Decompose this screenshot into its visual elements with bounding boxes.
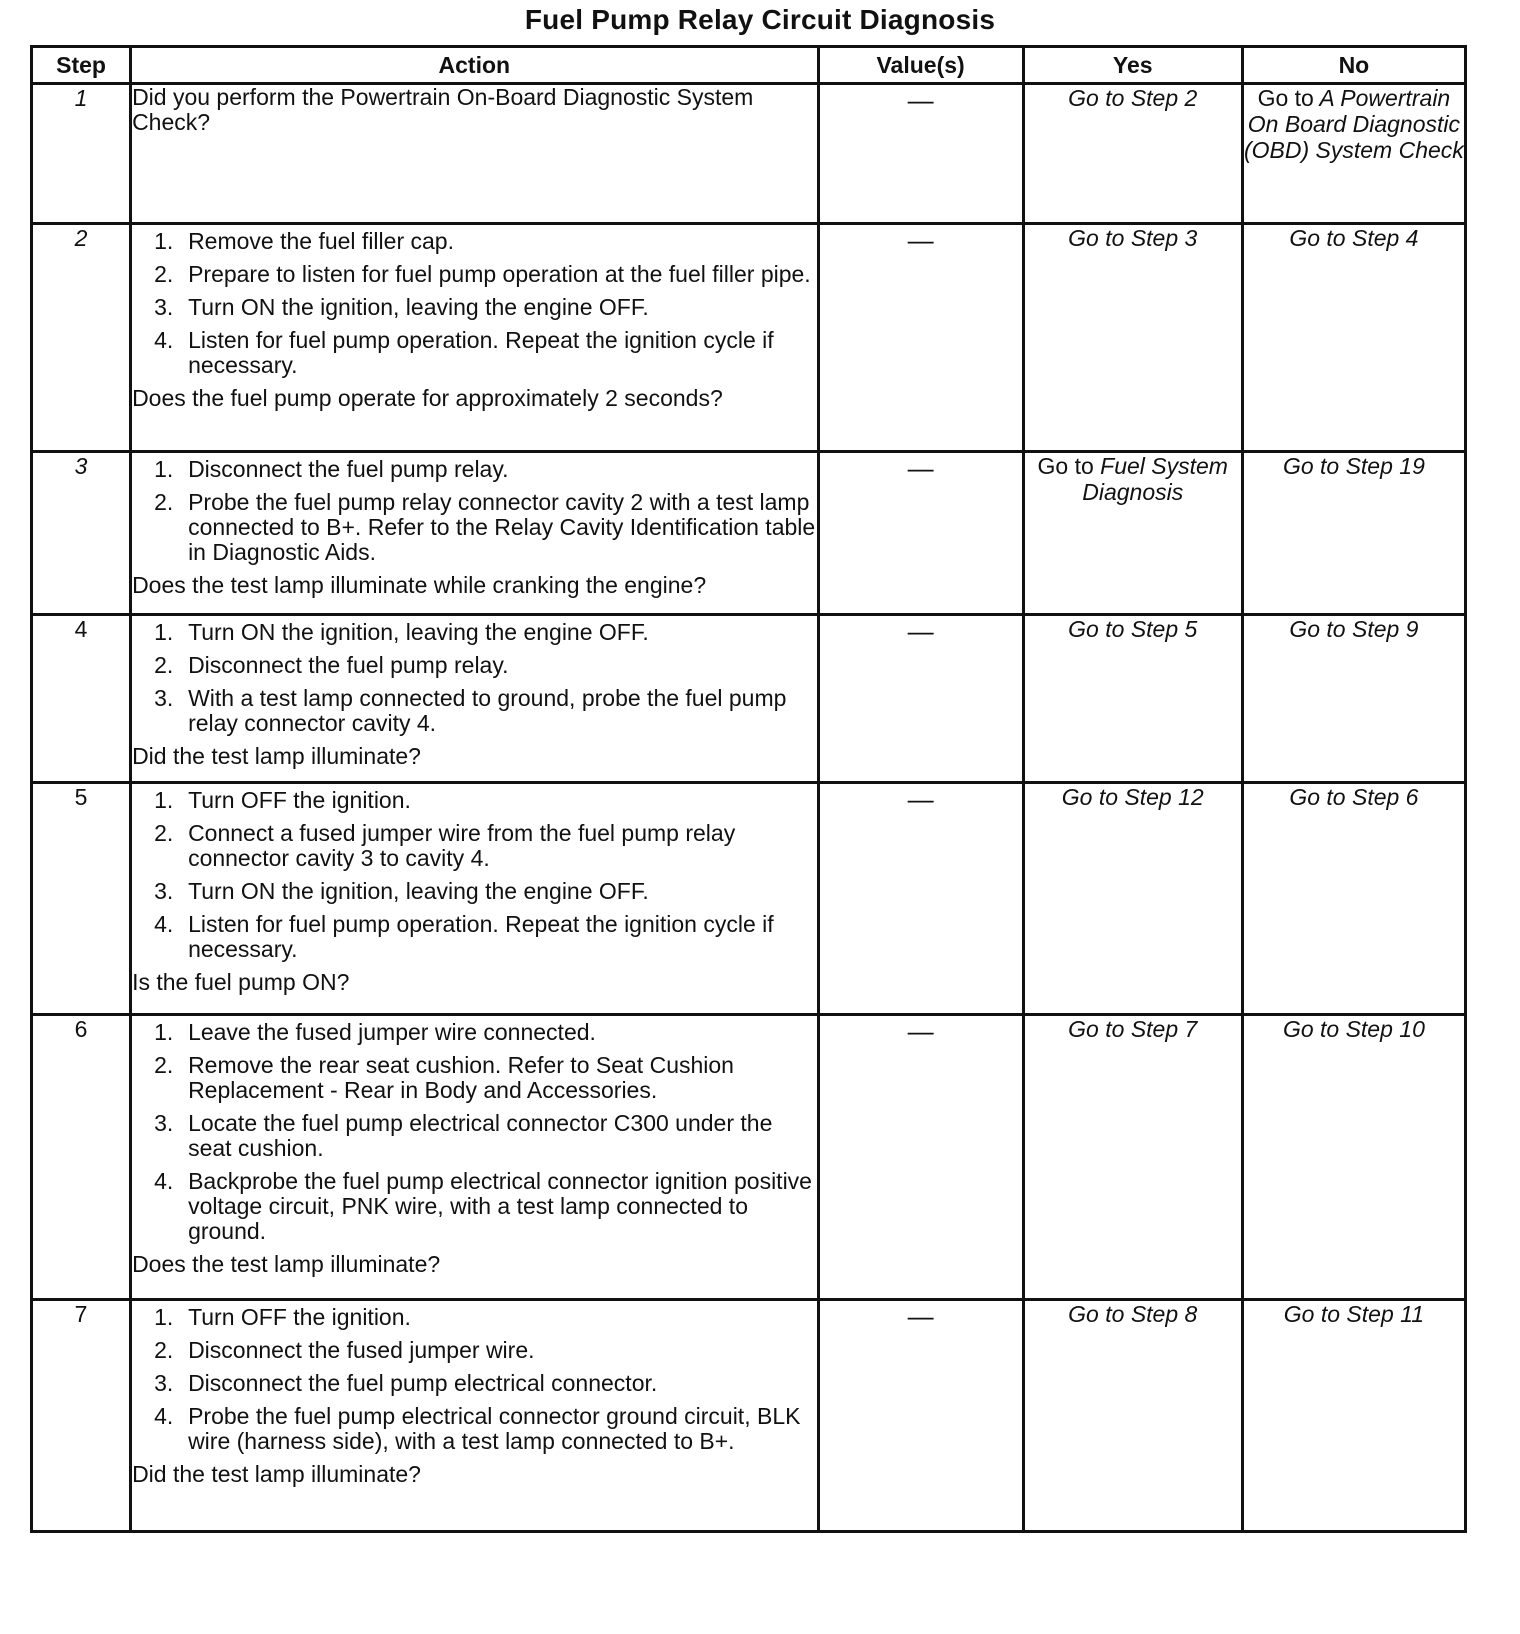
table-row	[32, 224, 1466, 452]
action-list	[132, 620, 816, 736]
list-item: 1. Leave the fused jumper wire connected.	[154, 1019, 596, 1045]
table-row	[32, 452, 1466, 615]
action-list	[132, 229, 816, 378]
list-item: 1. Disconnect the fuel pump relay.	[154, 456, 509, 482]
header-no: No	[1242, 47, 1465, 84]
value-cell: —	[818, 84, 1023, 224]
no-cell: Go to Step 6	[1242, 783, 1465, 1015]
table-row	[32, 84, 1466, 224]
yes-cell: Go to Step 5	[1023, 615, 1242, 783]
table-row	[32, 1300, 1466, 1532]
action-question: Did you perform the Powertrain On-Board Diagnostic System Check?	[132, 84, 754, 135]
list-item: 2. Probe the fuel pump relay connector cavity 2 with a test lamp connected to B+. Refer to the Relay Cavity Identification table in Diagnostic Aids.	[154, 489, 816, 565]
yes-cell: Go to Step 8	[1023, 1300, 1242, 1532]
no-cell: Go to Step 19	[1242, 452, 1465, 615]
list-item: 2. Remove the rear seat cushion. Refer to Seat Cushion Replacement - Rear in Body and Accessories.	[154, 1052, 734, 1103]
list-item: 3. With a test lamp connected to ground, probe the fuel pump relay connector cavity 4.	[154, 685, 787, 736]
action-list	[132, 457, 816, 565]
value-cell: —	[818, 452, 1023, 615]
step-number: 6	[32, 1015, 131, 1300]
header-yes: Yes	[1023, 47, 1242, 84]
table-row	[32, 1015, 1466, 1300]
yes-cell: Go to Step 12	[1023, 783, 1242, 1015]
list-item: 4. Listen for fuel pump operation. Repeat the ignition cycle if necessary.	[154, 911, 774, 962]
page-title: Fuel Pump Relay Circuit Diagnosis	[524, 4, 996, 35]
step-number: 3	[32, 452, 131, 615]
value-cell: —	[818, 783, 1023, 1015]
list-item: 2. Prepare to listen for fuel pump operation at the fuel filler pipe.	[154, 261, 811, 287]
list-item: 1. Turn OFF the ignition.	[154, 1304, 411, 1330]
yes-cell	[1023, 452, 1242, 615]
action-question: Is the fuel pump ON?	[132, 969, 350, 995]
action-question: Does the test lamp illuminate?	[132, 1251, 441, 1277]
step-number: 2	[32, 224, 131, 452]
no-cell: Go to Step 4	[1242, 224, 1465, 452]
action-cell	[131, 84, 818, 224]
list-item: 2. Disconnect the fuel pump relay.	[154, 652, 509, 678]
value-cell: —	[818, 224, 1023, 452]
step-number: 5	[32, 783, 131, 1015]
list-item: 2. Disconnect the fused jumper wire.	[154, 1337, 535, 1363]
action-question: Does the test lamp illuminate while cranking the engine?	[132, 572, 707, 598]
no-cell: Go to Step 10	[1242, 1015, 1465, 1300]
value-cell: —	[818, 1015, 1023, 1300]
yes-cell: Go to Step 7	[1023, 1015, 1242, 1300]
table-row	[32, 783, 1466, 1015]
step-number: 4	[32, 615, 131, 783]
diagnosis-table	[30, 45, 1467, 1533]
action-question: Did the test lamp illuminate?	[132, 743, 421, 769]
no-link: A Powertrain On Board Diagnostic (OBD) System Check	[1243, 85, 1464, 163]
step-number: 1	[32, 84, 131, 224]
list-item: 1. Turn OFF the ignition.	[154, 787, 411, 813]
action-cell	[131, 783, 818, 1015]
action-question: Did the test lamp illuminate?	[132, 1461, 421, 1487]
action-cell	[131, 452, 818, 615]
header-row	[32, 47, 1466, 84]
list-item: 2. Connect a fused jumper wire from the fuel pump relay connector cavity 3 to cavity 4.	[154, 820, 736, 871]
yes-link: Fuel System Diagnosis	[1082, 453, 1228, 505]
no-cell: Go to Step 9	[1242, 615, 1465, 783]
value-cell: —	[818, 615, 1023, 783]
list-item: 3. Turn ON the ignition, leaving the engine OFF.	[154, 878, 649, 904]
value-cell: —	[818, 1300, 1023, 1532]
header-step: Step	[32, 47, 131, 84]
table-row	[32, 615, 1466, 783]
yes-prefix: Go to	[1037, 453, 1094, 479]
list-item: 4. Backprobe the fuel pump electrical connector ignition positive voltage circuit, PNK wire, with a test lamp connected to ground.	[154, 1168, 812, 1244]
no-prefix: Go to	[1257, 85, 1314, 111]
no-cell: Go to Step 11	[1242, 1300, 1465, 1532]
action-list	[132, 788, 816, 962]
header-values: Value(s)	[818, 47, 1023, 84]
action-list	[132, 1305, 816, 1454]
no-cell	[1242, 84, 1465, 224]
list-item: 1. Remove the fuel filler cap.	[154, 228, 454, 254]
list-item: 1. Turn ON the ignition, leaving the engine OFF.	[154, 619, 649, 645]
list-item: 4. Probe the fuel pump electrical connector ground circuit, BLK wire (harness side), with a test lamp connected to B+.	[154, 1403, 801, 1454]
yes-cell: Go to Step 2	[1023, 84, 1242, 224]
yes-cell: Go to Step 3	[1023, 224, 1242, 452]
action-cell	[131, 1015, 818, 1300]
step-number: 7	[32, 1300, 131, 1532]
list-item: 3. Disconnect the fuel pump electrical connector.	[154, 1370, 658, 1396]
header-action: Action	[131, 47, 818, 84]
action-cell	[131, 615, 818, 783]
list-item: 4. Listen for fuel pump operation. Repeat the ignition cycle if necessary.	[154, 327, 774, 378]
list-item: 3. Turn ON the ignition, leaving the engine OFF.	[154, 294, 649, 320]
action-question: Does the fuel pump operate for approximately 2 seconds?	[132, 385, 723, 411]
list-item: 3. Locate the fuel pump electrical connector C300 under the seat cushion.	[154, 1110, 773, 1161]
action-cell	[131, 224, 818, 452]
action-list	[132, 1020, 816, 1244]
action-cell	[131, 1300, 818, 1532]
